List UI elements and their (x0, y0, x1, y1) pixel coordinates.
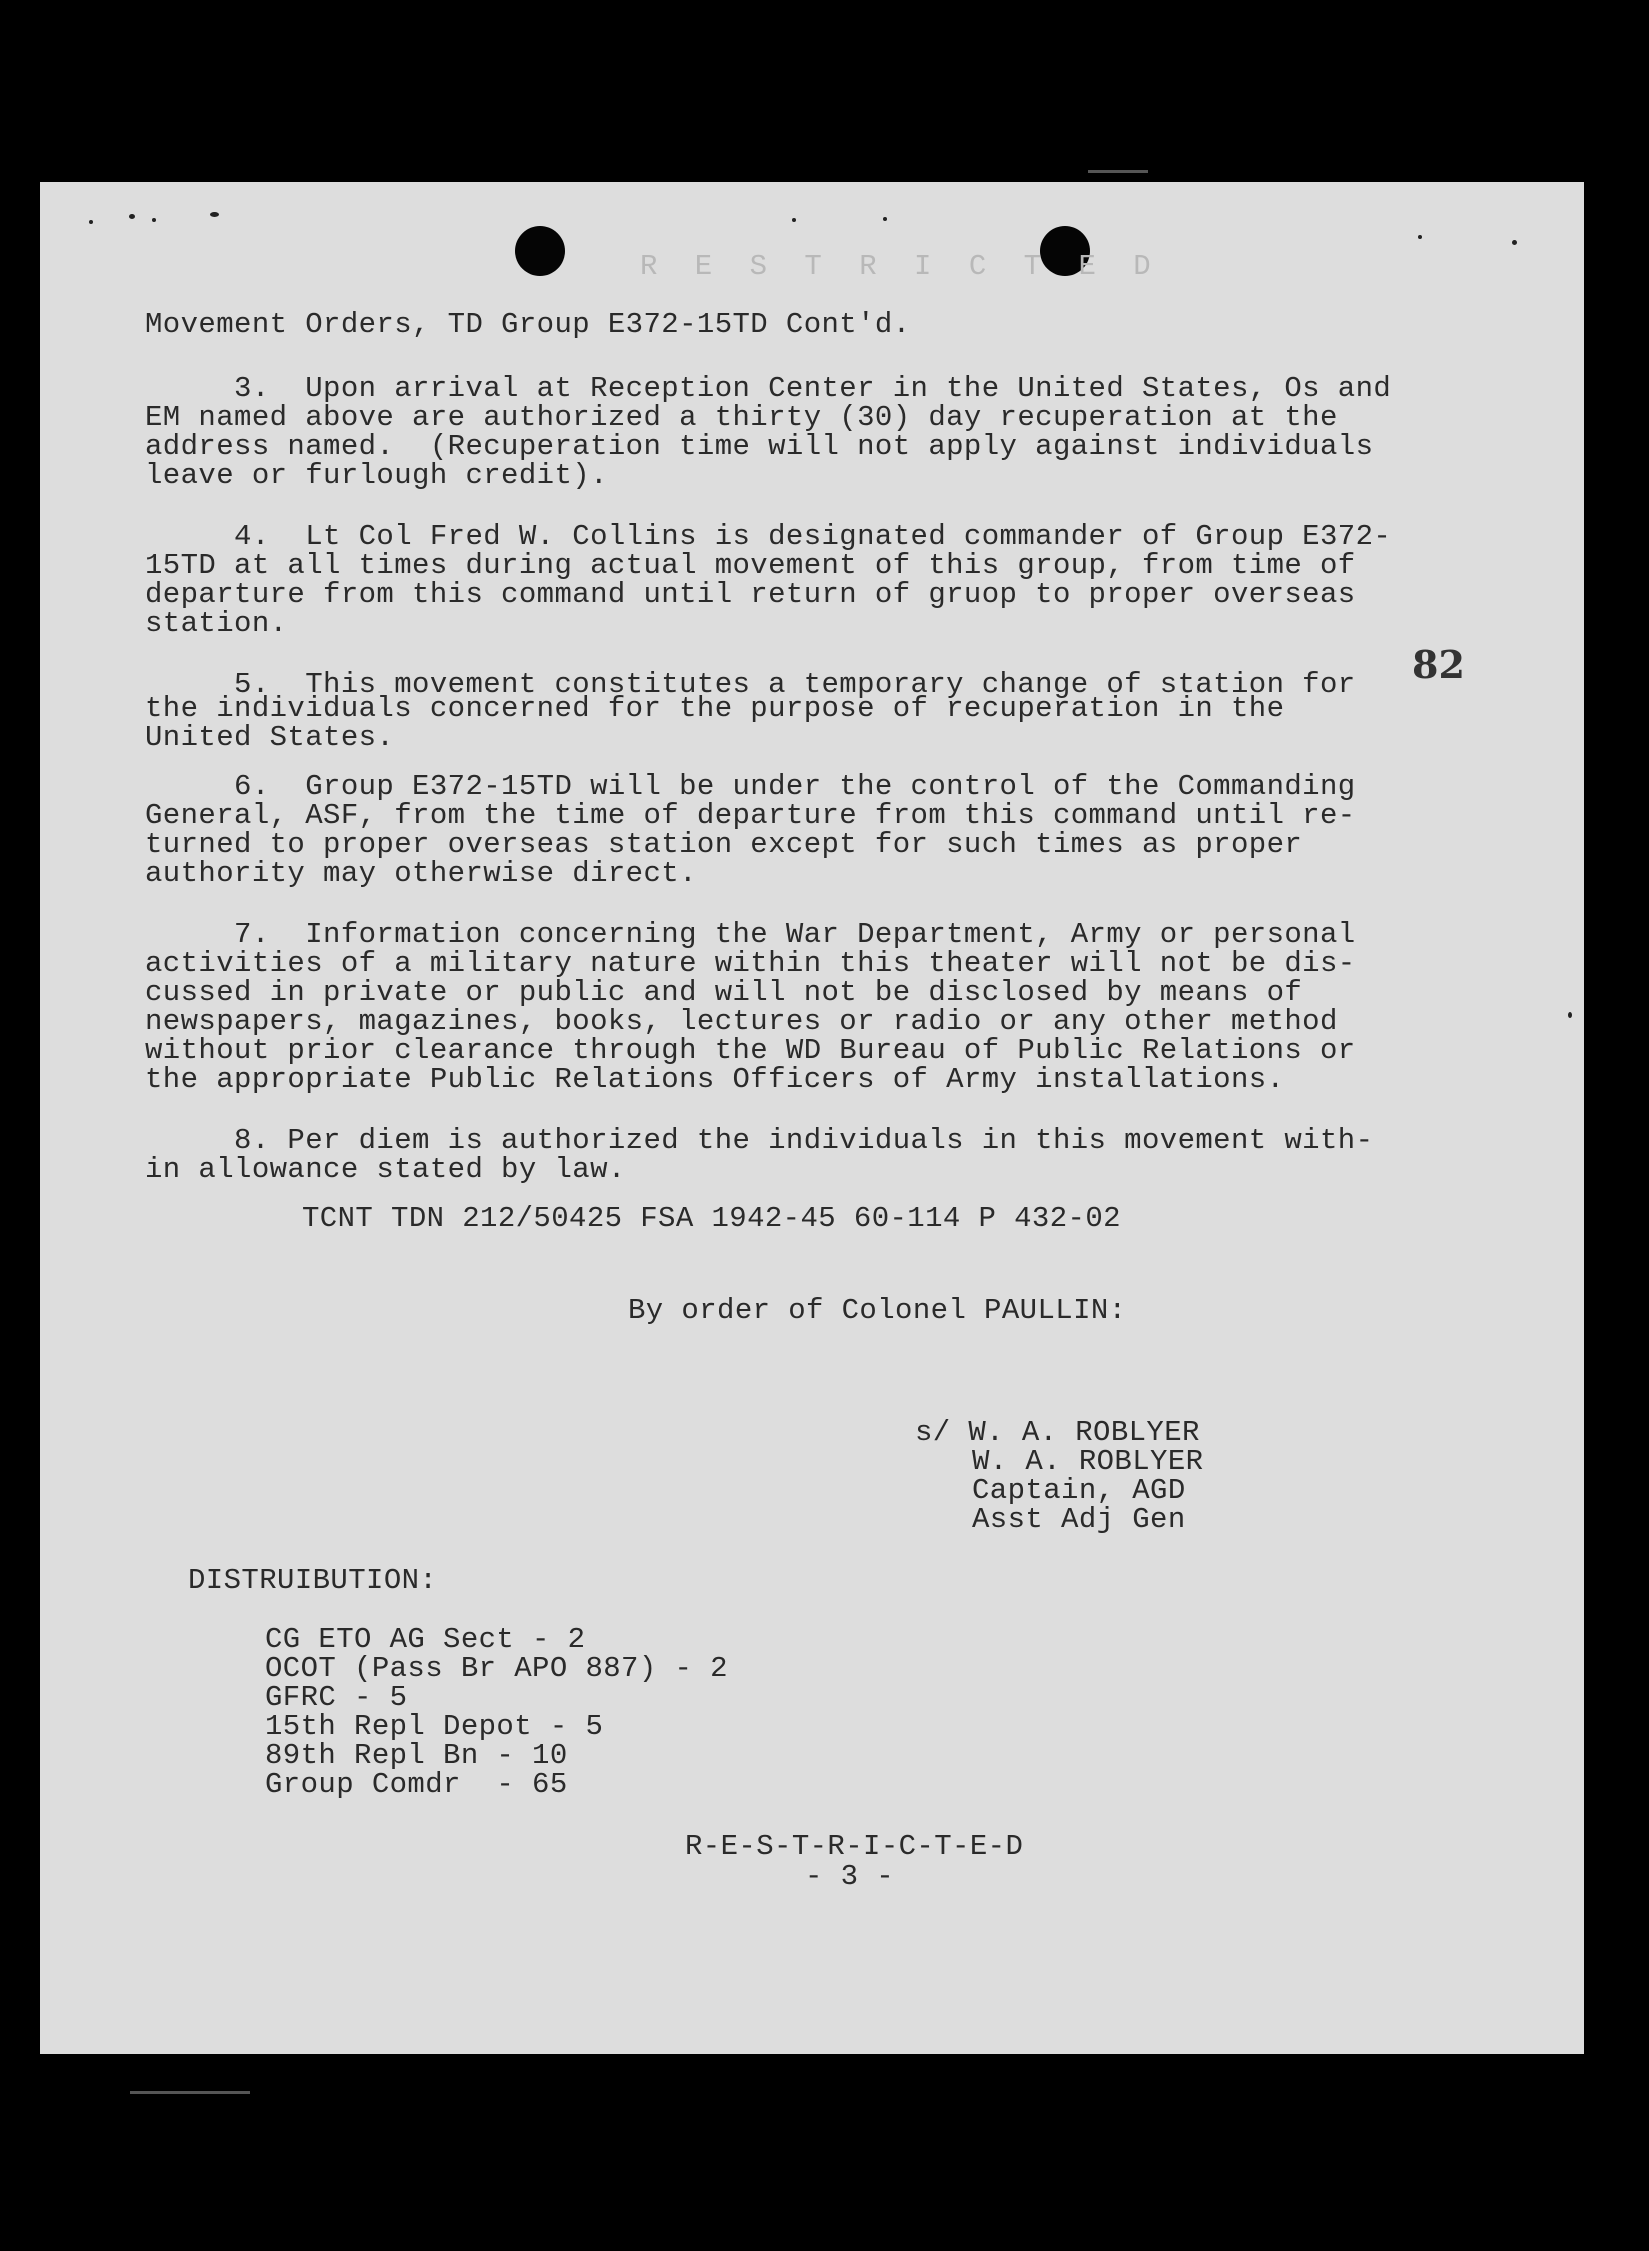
text-line: General, ASF, from the time of departure from this command until re- (145, 799, 1356, 832)
restricted-header: R E S T R I C T E D (640, 250, 1161, 283)
stamped-page-number: 82 (1412, 642, 1465, 687)
text-line: newspapers, magazines, books, lectures or radio or any other method (145, 1005, 1338, 1038)
scan-edge-mark (1088, 170, 1148, 173)
signature-name: W. A. ROBLYER (972, 1445, 1204, 1478)
text-line: activities of a military nature within this theater will not be dis- (145, 947, 1356, 980)
text-line: without prior clearance through the WD Bureau of Public Relations or (145, 1034, 1356, 1067)
text-line: United States. (145, 721, 395, 754)
text-line: authority may otherwise direct. (145, 857, 697, 890)
speck (210, 212, 219, 217)
speck (89, 220, 93, 224)
scan-edge-mark (130, 2091, 250, 2094)
page-number: - 3 - (805, 1860, 895, 1893)
restricted-footer: R-E-S-T-R-I-C-T-E-D (685, 1830, 1024, 1863)
signature-rank: Captain, AGD (972, 1474, 1186, 1507)
text-line: 6. Group E372-15TD will be under the control of the Commanding (145, 770, 1356, 803)
speck (1568, 1012, 1572, 1018)
distribution-item: CG ETO AG Sect - 2 (265, 1623, 586, 1656)
text-line: the appropriate Public Relations Officers of Army installations. (145, 1063, 1285, 1096)
text-line: 8. Per diem is authorized the individuals in this movement with- (145, 1124, 1374, 1157)
text-line: address named. (Recuperation time will not apply against individuals (145, 430, 1374, 463)
text-line: the individuals concerned for the purpose of recuperation in the (145, 692, 1285, 725)
text-line: turned to proper overseas station except for such times as proper (145, 828, 1303, 861)
text-line: EM named above are authorized a thirty (30) day recuperation at the (145, 401, 1338, 434)
speck (152, 218, 156, 222)
distribution-item: 15th Repl Depot - 5 (265, 1710, 604, 1743)
speck (129, 214, 135, 219)
text-line: 3. Upon arrival at Reception Center in the United States, Os and (145, 372, 1392, 405)
text-line: departure from this command until return of gruop to proper overseas (145, 578, 1356, 611)
punch-hole-left (515, 226, 565, 276)
text-line: 7. Information concerning the War Department, Army or personal (145, 918, 1356, 951)
title-line: Movement Orders, TD Group E372-15TD Cont'd. (145, 308, 911, 341)
speck (792, 218, 796, 222)
distribution-item: GFRC - 5 (265, 1681, 408, 1714)
text-line: 4. Lt Col Fred W. Collins is designated commander of Group E372- (145, 520, 1392, 553)
distribution-heading: DISTRUIBUTION: (188, 1564, 438, 1597)
by-order-line: By order of Colonel PAULLIN: (628, 1294, 1127, 1327)
distribution-item: 89th Repl Bn - 10 (265, 1739, 568, 1772)
fund-citation: TCNT TDN 212/50425 FSA 1942-45 60-114 P 432-02 (302, 1202, 1121, 1235)
text-line: 15TD at all times during actual movement of this group, from time of (145, 549, 1356, 582)
text-line: leave or furlough credit). (145, 459, 608, 492)
signature-title: Asst Adj Gen (972, 1503, 1186, 1536)
speck (1418, 235, 1422, 239)
text-line: 5. This movement constitutes a temporary change of station for (145, 668, 1356, 701)
speck (1512, 240, 1517, 245)
distribution-item: OCOT (Pass Br APO 887) - 2 (265, 1652, 728, 1685)
document-page (40, 182, 1584, 2054)
signature-line: s/ W. A. ROBLYER (915, 1416, 1200, 1449)
distribution-item: Group Comdr - 65 (265, 1768, 568, 1801)
text-line: station. (145, 607, 288, 640)
speck (883, 217, 887, 221)
text-line: cussed in private or public and will not be disclosed by means of (145, 976, 1303, 1009)
text-line: in allowance stated by law. (145, 1153, 626, 1186)
